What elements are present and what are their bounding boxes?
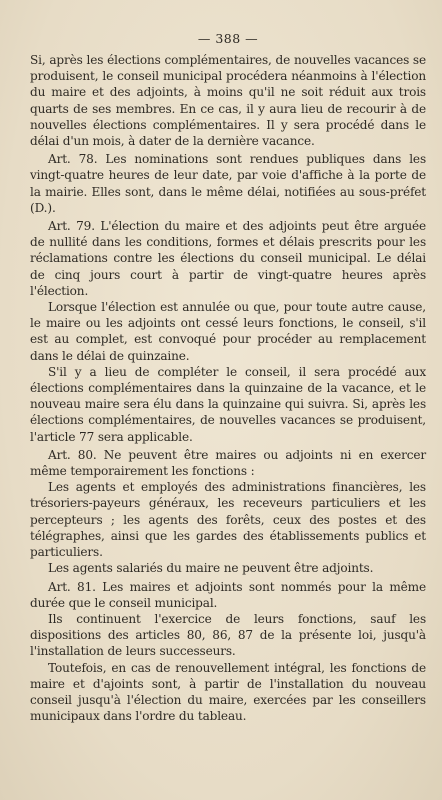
paragraph-annulment: Lorsque l'élection est annulée ou que, pour toute autre cause, le maire ou les adjoints ont cessé leurs fonctions, le conseil, s'il est au complet, est convoqué pour procéder au remplacement dans le délai de quinzaine. — [30, 300, 426, 363]
paragraph-ineligible-agents: Les agents et employés des administrations financières, les trésoriers-payeurs généraux, les receveurs particuliers et les percepteurs ; les agents des forêts, ceux des postes et des télégraphes, ainsi que les gardes des établissements publics et particuliers. — [30, 480, 426, 560]
paragraph-renewal: Toutefois, en cas de renouvellement intégral, les fonctions de maire et d'ajoints sont, à partir de l'installation du nouveau conseil jusqu'à l'élection du maire, exercées par les conseillers municipaux dans l'ordre du tableau. — [30, 660, 426, 724]
paragraph-art-79: Art. 79. L'élection du maire et des adjoints peut être arguée de nullité dans les conditions, formes et délais prescrits pour les réclamations contre les élections du conseil municipal. Le délai de cinq jours court à partir de vingt-quatre heures après l'élection. — [30, 219, 426, 298]
paragraph-continuation: Ils continuent l'exercice de leurs fonctions, sauf les dispositions des articles 80, 86, 87 de la présente loi, jusqu'à l'installation de leurs successeurs. — [30, 611, 426, 659]
paragraph-complementary-elections: S'il y a lieu de compléter le conseil, il sera procédé aux élections complémentaires dans la quinzaine de la vacance, et le nouveau maire sera élu dans la quinzaine qui suivra. Si, après les élections complémentaires, de nouvelles vacances se produisent, l'article 77 sera applicable. — [30, 364, 426, 444]
paragraph-art-78: Art. 78. Les nominations sont rendues publiques dans les vingt-quatre heures de leur date, par voie d'affiche à la porte de la mairie. Elles sont, dans le même délai, notifiées au sous-préfet (D.). — [30, 152, 426, 215]
paragraph-art-80: Art. 80. Ne peuvent être maires ou adjoints ni en exercer même temporairement les fonctions : — [30, 447, 426, 479]
page-number: — 388 — — [197, 31, 259, 46]
paragraph-vacancies: Si, après les élections complémentaires, de nouvelles vacances se produisent, le conseil municipal procédera néanmoins à l'élection du maire et des adjoints, à moins qu'il ne soit réduit aux trois quarts de ses membres. En ce cas, il y aura lieu de recourir à de nouvelles élections complémentaires. Il y sera procédé dans le délai d'un mois, à dater de la dernière vacance. — [30, 53, 426, 149]
paragraph-art-81: Art. 81. Les maires et adjoints sont nommés pour la même durée que le conseil municipal. — [30, 579, 426, 610]
paragraph-salaried-agents: Les agents salariés du maire ne peuvent être adjoints. — [48, 561, 374, 576]
